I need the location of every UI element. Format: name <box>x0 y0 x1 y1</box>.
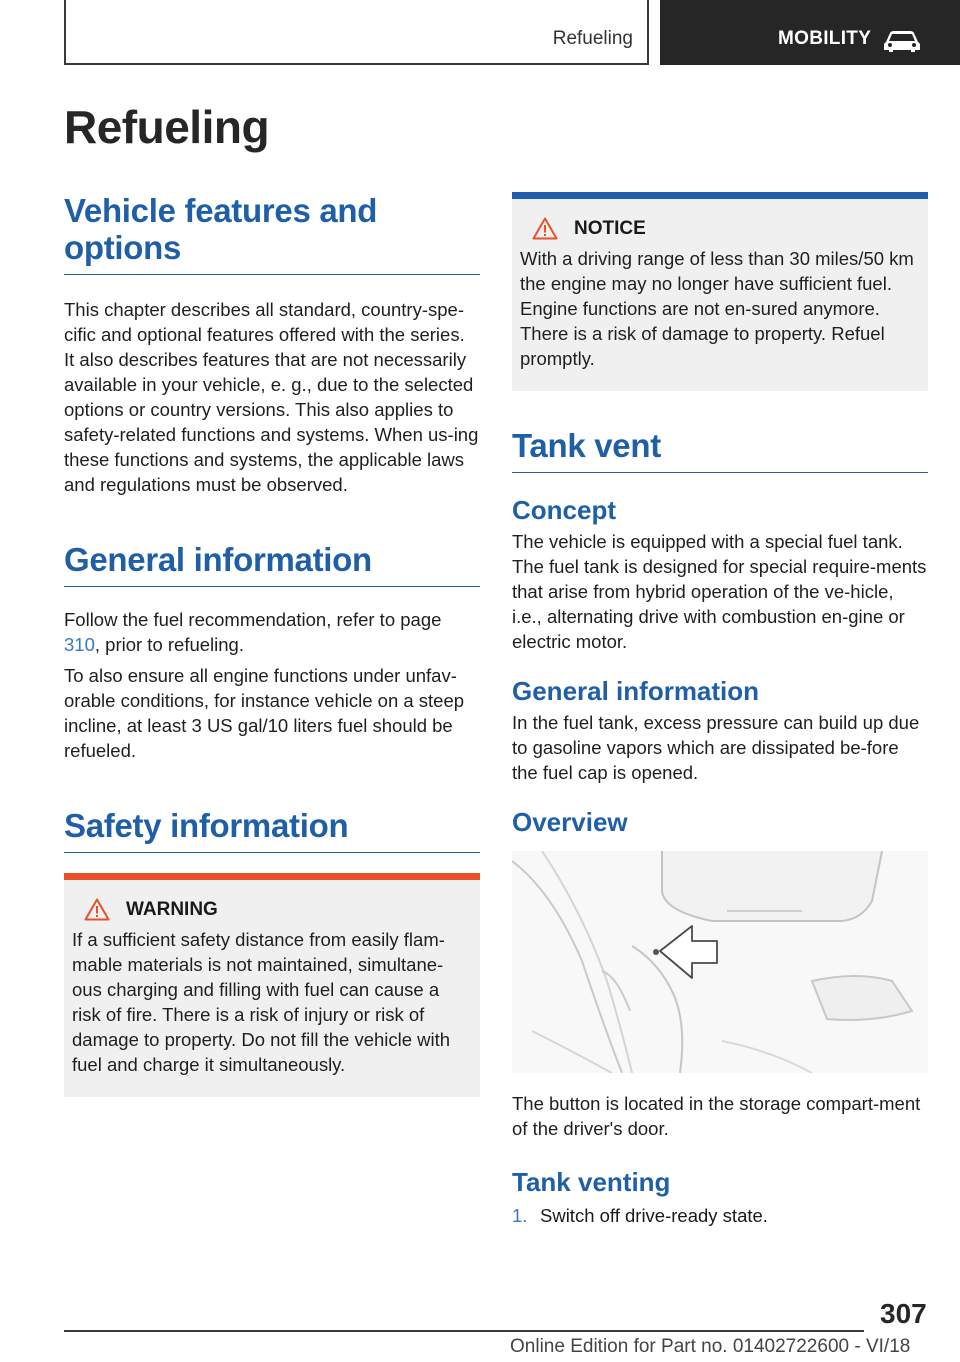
notice-box <box>512 192 928 391</box>
subsection-title-concept: Concept <box>512 495 616 525</box>
warning-text: If a sufficient safety distance from easily flam‐mable materials is not maintained, simultane‐ous charging and filling with fuel can cause a risk of fire. There is a risk of injury or risk of damage to property. Do not fill the vehicle with fuel and charge it simultaneously. <box>72 929 451 1075</box>
right-column <box>512 192 928 1228</box>
step-text: Switch off drive-ready state. <box>540 1205 768 1226</box>
subsection-title-tank-venting: Tank venting <box>512 1167 671 1197</box>
footer-rule <box>64 1330 864 1332</box>
door-storage-drawing <box>512 851 928 1073</box>
warning-triangle-icon <box>84 898 110 921</box>
notice-text: With a driving range of less than 30 miles/50 km the engine may no longer have sufficient fuel. Engine functions are not en‐sured anymore. There is a risk of damage to property. Refuel promptly. <box>520 248 914 369</box>
section-title-vehicle-features: Vehicle features and options <box>64 192 480 275</box>
car-icon <box>882 28 922 54</box>
page-number: 307 <box>880 1298 927 1329</box>
fuel-recommendation-text <box>64 607 480 657</box>
page-title: Refueling <box>64 101 270 153</box>
header-section-title: Refueling <box>552 28 633 49</box>
header-chapter-box <box>660 0 960 65</box>
section-title-safety-information: Safety information <box>64 807 480 853</box>
minimum-fuel-text: To also ensure all engine functions under unfav‐orable conditions, for instance vehicle on a steep incline, at least 3 US gal/10 liters fuel should be refueled. <box>64 665 465 761</box>
subsection-title-overview: Overview <box>512 807 628 837</box>
section-title-tank-vent: Tank vent <box>512 427 928 473</box>
footer-edition: Online Edition for Part no. 01402722600 - VI/18 <box>510 1336 911 1357</box>
header-chapter-title: MOBILITY <box>778 28 872 49</box>
vehicle-features-text: This chapter describes all standard, country-spe‐cific and optional features offered with the series. It also describes features that are not necessarily available in your vehicle, e. g., due to the selected options or country versions. This also applies to safety-related functions and systems. When us‐ing these functions and systems, the applicable laws and regulations must be observed. <box>64 299 479 495</box>
step-number: 1. <box>512 1205 528 1226</box>
warning-box <box>64 873 480 1097</box>
tank-general-text: In the fuel tank, excess pressure can build up due to gasoline vapors which are dissipated be‐fore the fuel cap is opened. <box>512 712 920 783</box>
fuel-recommendation-text-end: , prior to refueling. <box>94 634 244 655</box>
venting-steps-list <box>512 1203 928 1228</box>
warning-triangle-icon <box>532 217 558 240</box>
overview-illustration <box>512 851 928 1073</box>
left-column <box>64 192 480 1097</box>
fuel-recommendation-text-start: Follow the fuel recommendation, refer to page <box>64 609 442 630</box>
warning-title: WARNING <box>126 898 218 920</box>
section-title-general-information: General information <box>64 541 480 587</box>
list-item <box>512 1203 928 1228</box>
header-section-box <box>64 0 649 65</box>
page-link-310[interactable]: 310 <box>64 634 95 655</box>
notice-heading <box>532 217 920 240</box>
concept-text: The vehicle is equipped with a special fuel tank. The fuel tank is designed for special require‐ments that arise from hybrid operation of the ve‐hicle, i.e., alternating drive with combustion en‐gine or electric motor. <box>512 531 927 652</box>
warning-heading <box>84 898 472 921</box>
overview-caption: The button is located in the storage compart‐ment of the driver's door. <box>512 1093 921 1139</box>
notice-title: NOTICE <box>574 217 646 239</box>
subsection-title-general-information: General information <box>512 676 760 706</box>
